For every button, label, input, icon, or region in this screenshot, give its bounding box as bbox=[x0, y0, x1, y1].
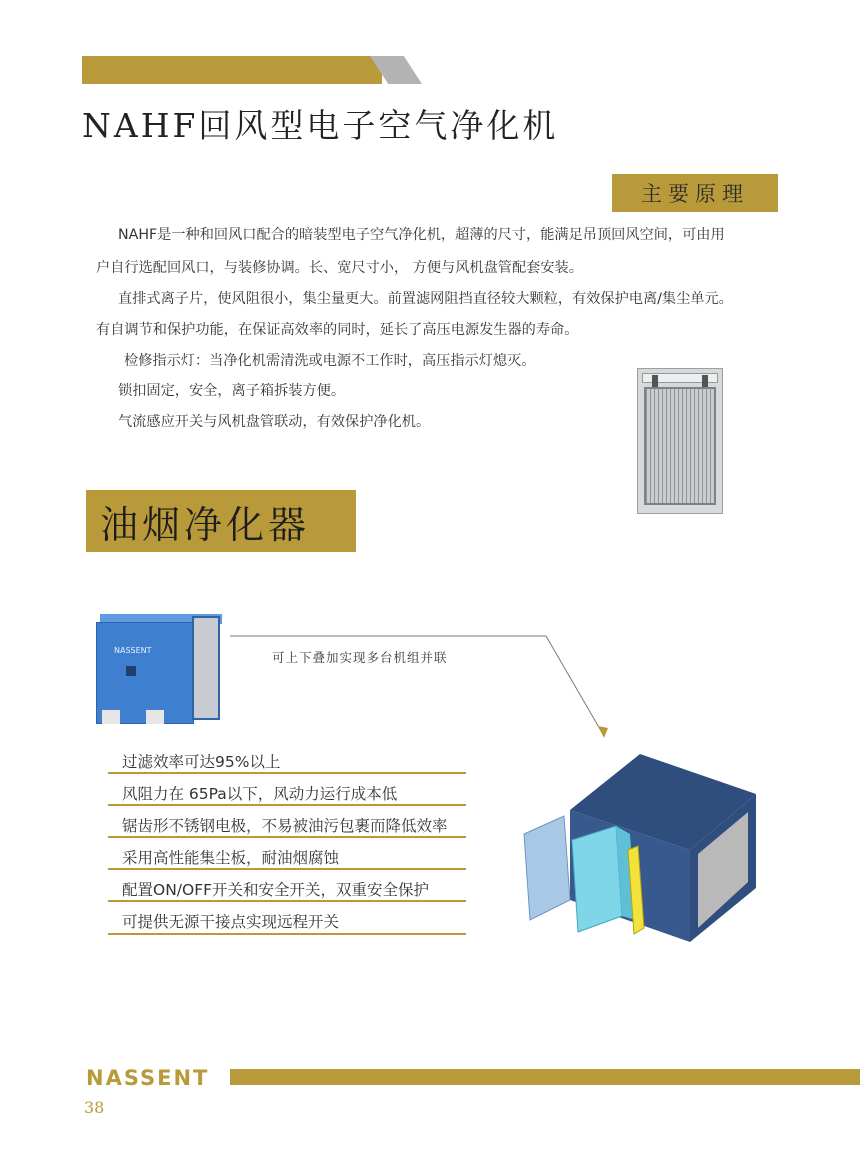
feature-item: 风阻力在 65Pa以下，风动力运行成本低 bbox=[122, 785, 398, 803]
footer-accent-bar bbox=[230, 1069, 860, 1085]
electronic-filter-image bbox=[637, 368, 723, 514]
purifier-exploded-illustration bbox=[520, 750, 760, 950]
page-title: NAHF回风型电子空气净化机 bbox=[82, 106, 559, 145]
feature-divider bbox=[108, 933, 466, 935]
purifier-logo: NASSENT bbox=[114, 646, 152, 655]
feature-divider bbox=[108, 836, 466, 838]
purifier-control-panel bbox=[126, 666, 136, 676]
purifier-outlet-frame bbox=[192, 616, 220, 720]
feature-divider bbox=[108, 804, 466, 806]
feature-item: 锯齿形不锈钢电极，不易被油污包裹而降低效率 bbox=[122, 817, 448, 835]
header-accent-bar bbox=[82, 56, 382, 84]
principle-heading: 主要原理 bbox=[612, 174, 778, 212]
section-title-fume-purifier: 油烟净化器 bbox=[86, 490, 356, 552]
principle-line-7: 气流感应开关与风机盘管联动，有效保护净化机。 bbox=[118, 414, 431, 430]
principle-line-6: 锁扣固定，安全，离子箱拆装方便。 bbox=[118, 383, 346, 399]
principle-line-5: 检修指示灯：当净化机需清洗或电源不工作时，高压指示灯熄灭。 bbox=[124, 353, 536, 369]
page-number: 38 bbox=[84, 1098, 105, 1117]
fume-purifier-image bbox=[96, 614, 224, 726]
feature-item: 配置ON/OFF开关和安全开关，双重安全保护 bbox=[122, 881, 430, 899]
feature-item: 可提供无源干接点实现远程开关 bbox=[122, 913, 340, 931]
feature-item: 采用高性能集尘板，耐油烟腐蚀 bbox=[122, 849, 340, 867]
stack-note: 可上下叠加实现多台机组并联 bbox=[272, 650, 448, 665]
principle-line-4: 有自调节和保护功能，在保证高效率的同时，延长了高压电源发生器的寿命。 bbox=[96, 322, 579, 338]
feature-divider bbox=[108, 868, 466, 870]
filter-mesh bbox=[644, 387, 716, 505]
feature-item: 过滤效率可达95%以上 bbox=[122, 753, 281, 771]
principle-line-1: NAHF是一种和回风口配合的暗装型电子空气净化机，超薄的尺寸，能满足吊顶回风空间，可由用 bbox=[118, 227, 725, 243]
feature-divider bbox=[108, 900, 466, 902]
feature-divider bbox=[108, 772, 466, 774]
principle-line-2: 户自行选配回风口，与装修协调。长、宽尺寸小， 方便与风机盘管配套安装。 bbox=[96, 260, 583, 276]
principle-line-3: 直排式离子片，使风阻很小，集尘量更大。前置滤网阻挡直径较大颗粒，有效保护电离/集尘单元。 bbox=[118, 291, 733, 307]
footer-brand: NASSENT bbox=[86, 1066, 210, 1090]
purifier-body bbox=[96, 622, 194, 724]
